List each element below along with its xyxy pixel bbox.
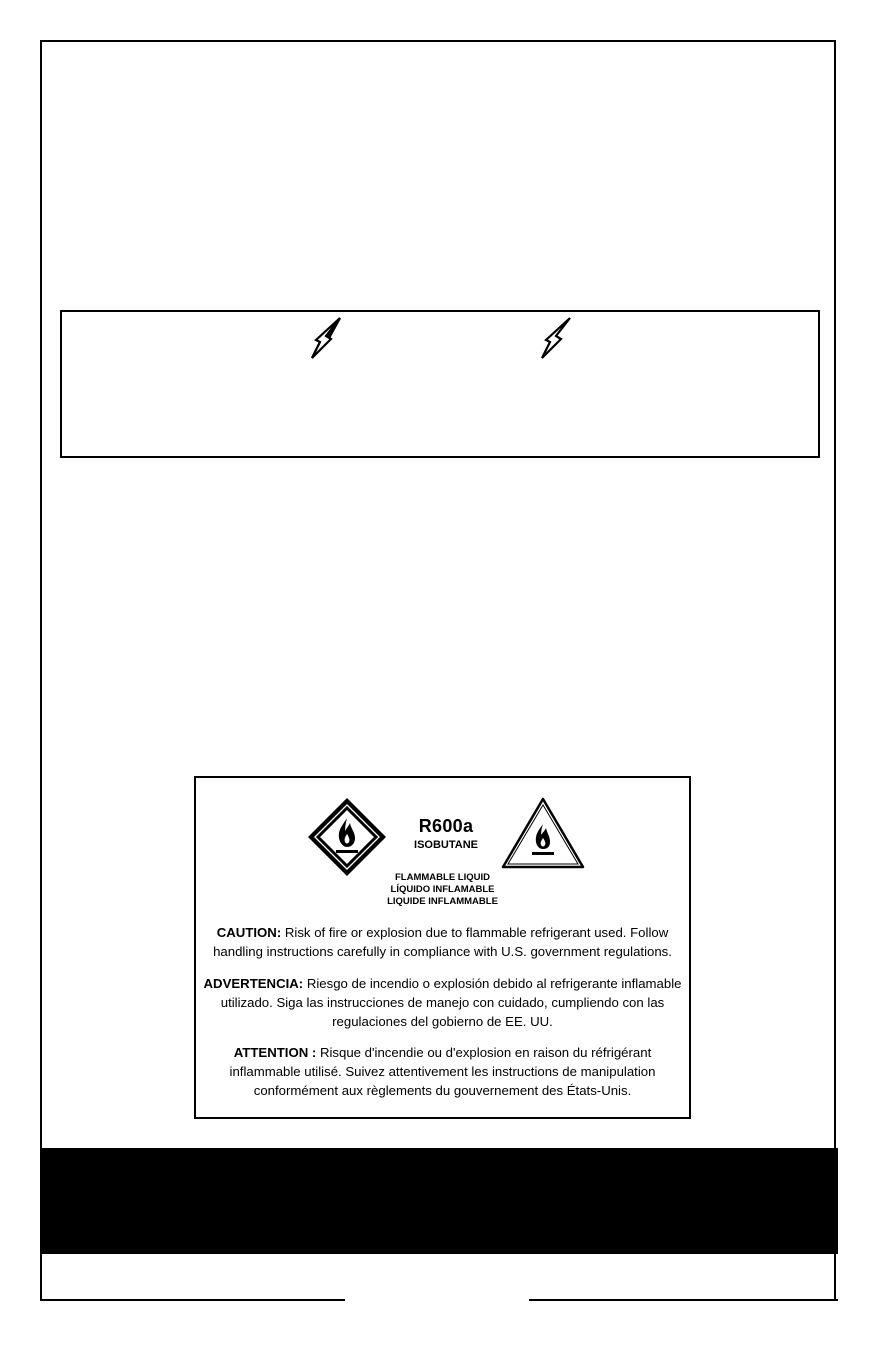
caution-spanish [202,974,683,1031]
caution-french [202,1043,683,1100]
lightning-bolt-icon [306,316,346,360]
refrigerant-code: R600a [418,816,474,836]
flammable-liquid-text [196,872,689,908]
flammable-triangle-icon [500,796,586,870]
caution-keyword: ATTENTION : [233,1045,317,1060]
electrical-warning-box [60,310,820,458]
bottom-rule-right [529,1299,838,1301]
caution-keyword: ADVERTENCIA: [203,976,304,991]
flammable-line-es: LÍQUIDO INFLAMABLE [390,884,495,895]
caution-keyword: CAUTION: [216,925,282,940]
refrigerant-name: ISOBUTANE [414,839,478,851]
flammable-line-fr: LIQUIDE INFLAMMABLE [387,896,498,907]
refrigerant-label [194,776,691,1119]
caution-text: Risque d'incendie ou d'explosion en raison du réfrigérant inflammable utilisé. Suivez attentivement les instructions de manipulation conformément aux règlements du gouvernement des États-Unis. [229,1045,656,1098]
caution-text: Risk of fire or explosion due to flammable refrigerant used. Follow handling instructions carefully in compliance with U.S. government regulations. [213,925,672,959]
footer-bar [40,1148,838,1254]
flammable-diamond-icon [306,796,388,878]
flammable-line-en: FLAMMABLE LIQUID [395,872,490,883]
caution-english [202,923,683,961]
lightning-bolt-icon [536,316,576,360]
bottom-rule-left [40,1299,345,1301]
caution-text: Riesgo de incendio o explosión debido al refrigerante inflamable utilizado. Siga las instrucciones de manejo con cuidado, cumpliendo con las regulaciones del gobierno de EE. UU. [220,976,682,1029]
